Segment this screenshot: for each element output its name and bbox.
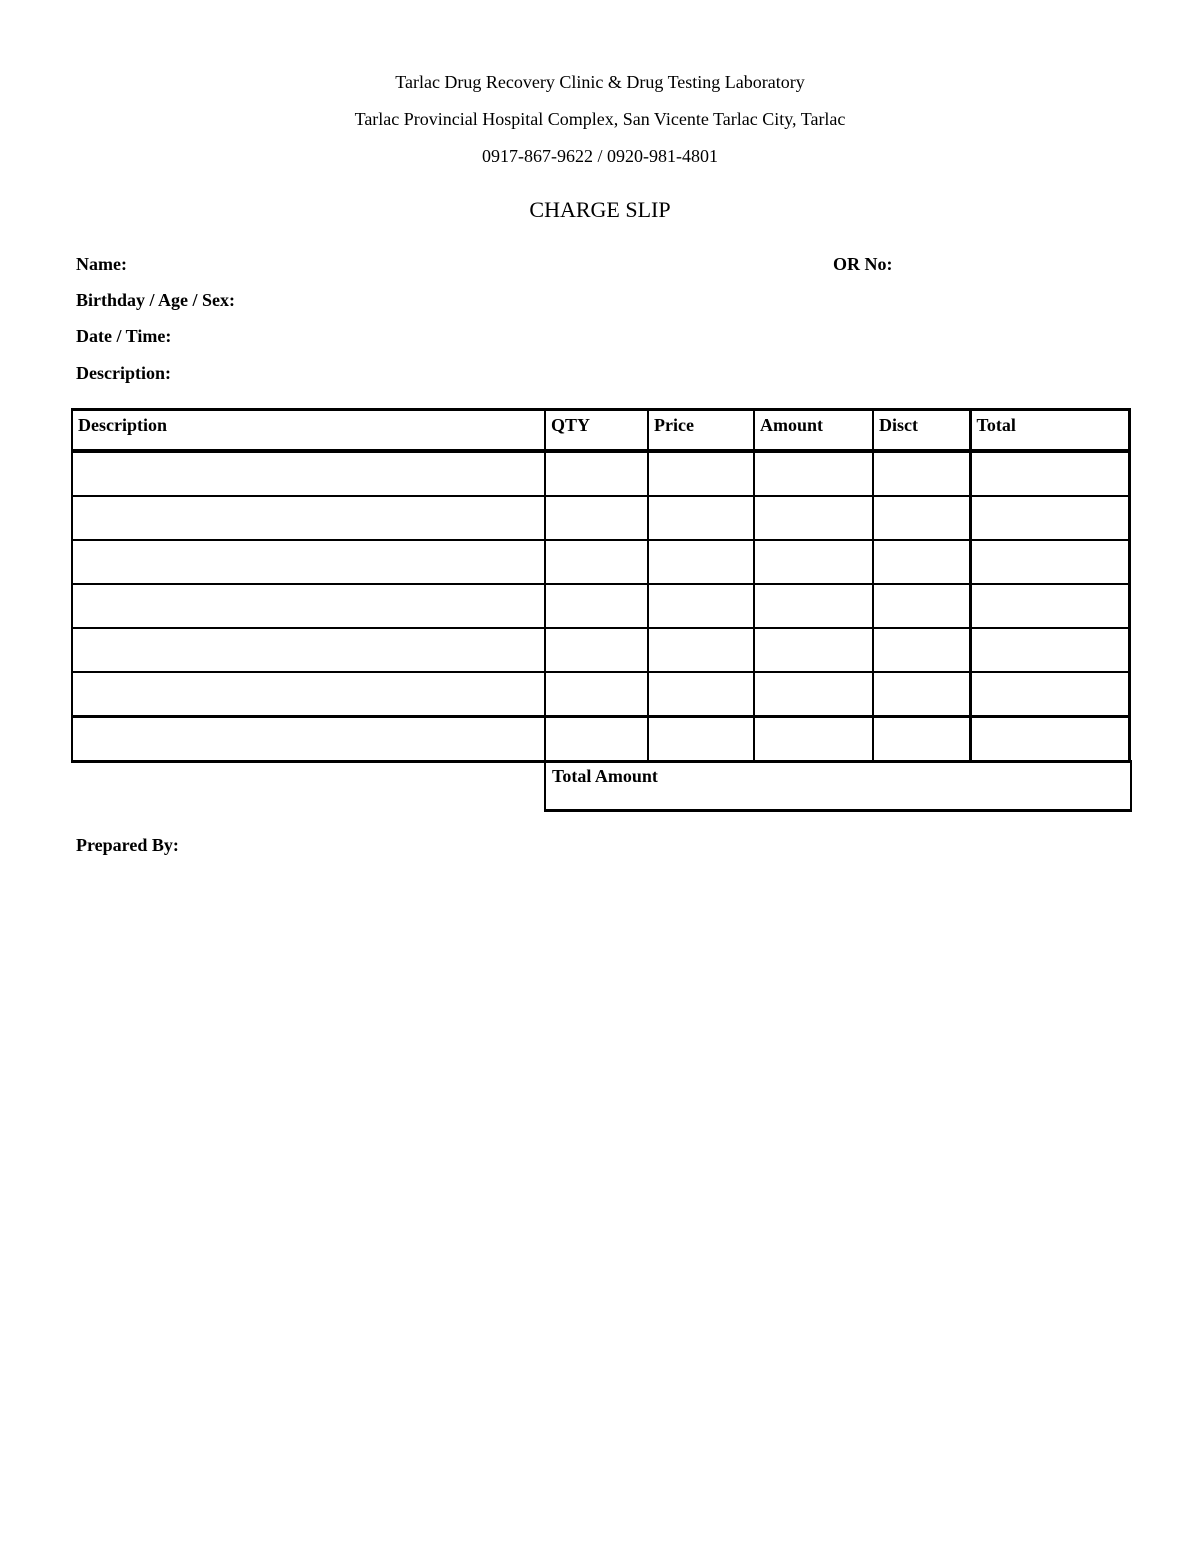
cell-description (72, 672, 545, 717)
cell-total (970, 496, 1129, 540)
clinic-name: Tarlac Drug Recovery Clinic & Drug Testing Laboratory (395, 72, 805, 92)
cell-amount (754, 716, 873, 761)
cell-price (648, 628, 754, 672)
description-label: Description: (76, 363, 171, 383)
cell-qty (545, 628, 648, 672)
cell-total (970, 628, 1129, 672)
cell-disct (873, 716, 970, 761)
total-amount-label: Total Amount (552, 766, 658, 786)
cell-total (970, 584, 1129, 628)
cell-total (970, 672, 1129, 717)
table-row (72, 716, 1129, 761)
cell-price (648, 716, 754, 761)
clinic-phones: 0917-867-9622 / 0920-981-4801 (482, 146, 718, 166)
or-number-label: OR No: (833, 254, 893, 274)
column-header-qty: QTY (545, 410, 648, 451)
cell-qty (545, 584, 648, 628)
cell-amount (754, 451, 873, 496)
cell-amount (754, 496, 873, 540)
column-header-price: Price (648, 410, 754, 451)
cell-price (648, 672, 754, 717)
cell-price (648, 451, 754, 496)
charge-items-table (71, 408, 1131, 763)
cell-disct (873, 496, 970, 540)
table-header-row (72, 410, 1129, 451)
name-label: Name: (76, 254, 127, 274)
table-row (72, 451, 1129, 496)
column-header-disct: Disct (873, 410, 970, 451)
document-title: CHARGE SLIP (529, 197, 671, 222)
cell-total (970, 716, 1129, 761)
cell-total (970, 540, 1129, 584)
cell-description (72, 716, 545, 761)
cell-description (72, 584, 545, 628)
cell-disct (873, 451, 970, 496)
date-time-label: Date / Time: (76, 326, 172, 346)
cell-qty (545, 496, 648, 540)
cell-description (72, 540, 545, 584)
birthday-age-sex-label: Birthday / Age / Sex: (76, 290, 236, 310)
column-header-description: Description (72, 410, 545, 451)
cell-amount (754, 672, 873, 717)
cell-description (72, 628, 545, 672)
cell-disct (873, 540, 970, 584)
table-row (72, 496, 1129, 540)
cell-disct (873, 628, 970, 672)
table-row (72, 584, 1129, 628)
cell-total (970, 451, 1129, 496)
total-amount-box (544, 760, 1132, 812)
cell-qty (545, 451, 648, 496)
cell-amount (754, 584, 873, 628)
prepared-by-label: Prepared By: (76, 835, 179, 855)
table-row (72, 672, 1129, 717)
table-row (72, 540, 1129, 584)
cell-qty (545, 716, 648, 761)
cell-qty (545, 540, 648, 584)
cell-price (648, 540, 754, 584)
cell-qty (545, 672, 648, 717)
table-row (72, 628, 1129, 672)
column-header-total: Total (970, 410, 1129, 451)
cell-price (648, 496, 754, 540)
column-header-amount: Amount (754, 410, 873, 451)
cell-disct (873, 584, 970, 628)
clinic-address: Tarlac Provincial Hospital Complex, San Vicente Tarlac City, Tarlac (354, 109, 846, 129)
cell-description (72, 451, 545, 496)
cell-description (72, 496, 545, 540)
cell-price (648, 584, 754, 628)
cell-disct (873, 672, 970, 717)
cell-amount (754, 540, 873, 584)
cell-amount (754, 628, 873, 672)
